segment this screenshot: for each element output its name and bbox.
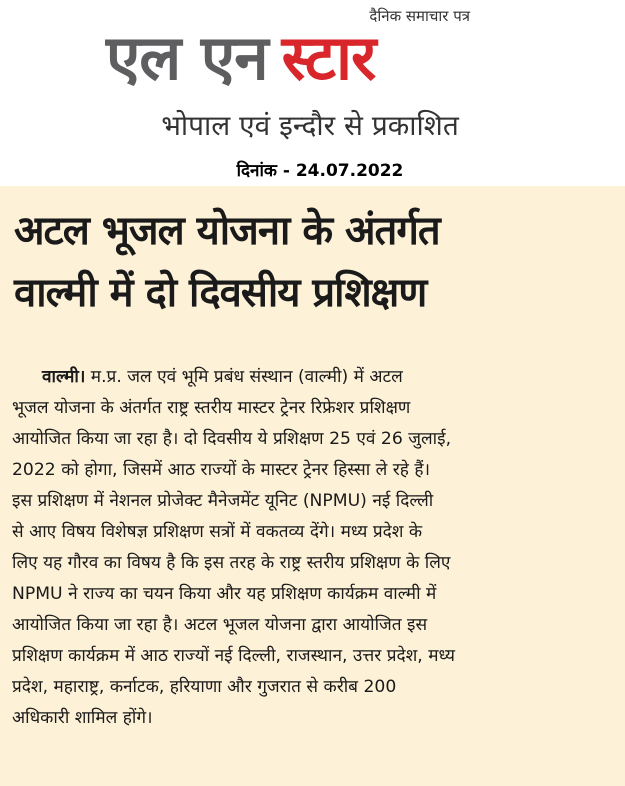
body-line: NPMU ने राज्य का चयन किया और यह प्रशिक्षण कार्यक्रम वाल्मी में bbox=[12, 584, 437, 604]
headline-line: अटल भूजल योजना के अंतर्गत bbox=[14, 208, 440, 254]
body-line: प्रदेश, महाराष्ट्र, कर्नाटक, हरियाणा और गुजरात से करीब 200 bbox=[12, 677, 397, 697]
body-line: 2022 को होगा, जिसमें आठ राज्यों के मास्टर ट्रेनर हिस्सा ले रहे हैं। bbox=[12, 460, 431, 480]
masthead-subtitle: भोपाल एवं इन्दौर से प्रकाशित bbox=[161, 109, 459, 142]
date-value: - 24.07.2022 bbox=[282, 161, 404, 181]
body-line: अधिकारी शामिल होंगे। bbox=[12, 708, 153, 728]
body-line: इस प्रशिक्षण में नेशनल प्रोजेक्ट मैनेजमेंट यूनिट (NPMU) नई दिल्ली bbox=[12, 491, 434, 511]
body-line: से आए विषय विशेषज्ञ प्रशिक्षण सत्रों में वकतव्य देंगे। मध्य प्रदेश के bbox=[12, 522, 423, 542]
logo-text-red: स्टार bbox=[281, 21, 376, 94]
date-label: दिनांक bbox=[236, 161, 277, 181]
body-line: लिए यह गौरव का विषय है कि इस तरह के राष्ट्र स्तरीय प्रशिक्षण के लिए bbox=[12, 553, 451, 573]
body-line bbox=[12, 362, 616, 393]
body-line-text: म.प्र. जल एवं भूमि प्रबंध संस्थान (वाल्मी) में अटल bbox=[85, 367, 403, 387]
article-body bbox=[12, 362, 616, 734]
masthead-tagline: दैनिक समाचार पत्र bbox=[369, 7, 470, 25]
body-line: आयोजित किया जा रहा है। दो दिवसीय ये प्रशिक्षण 25 एवं 26 जुलाई, bbox=[12, 429, 452, 449]
body-line: प्रशिक्षण कार्यक्रम में आठ राज्यों नई दिल्ली, राजस्थान, उत्तर प्रदेश, मध्य bbox=[12, 646, 455, 666]
newspaper-logo bbox=[106, 18, 375, 98]
article-lead: वाल्मी। bbox=[42, 367, 86, 387]
logo-text-grey: एल एन bbox=[106, 21, 268, 94]
body-line: भूजल योजना के अंतर्गत राष्ट्र स्तरीय मास्टर ट्रेनर रिफ्रेशर प्रशिक्षण bbox=[12, 398, 411, 418]
article-headline bbox=[14, 200, 614, 324]
body-line: आयोजित किया जा रहा है। अटल भूजल योजना द्वारा आयोजित इस bbox=[12, 615, 428, 635]
publication-date bbox=[170, 158, 470, 181]
headline-line: वाल्मी में दो दिवसीय प्रशिक्षण bbox=[14, 270, 427, 316]
newspaper-masthead bbox=[0, 0, 625, 186]
